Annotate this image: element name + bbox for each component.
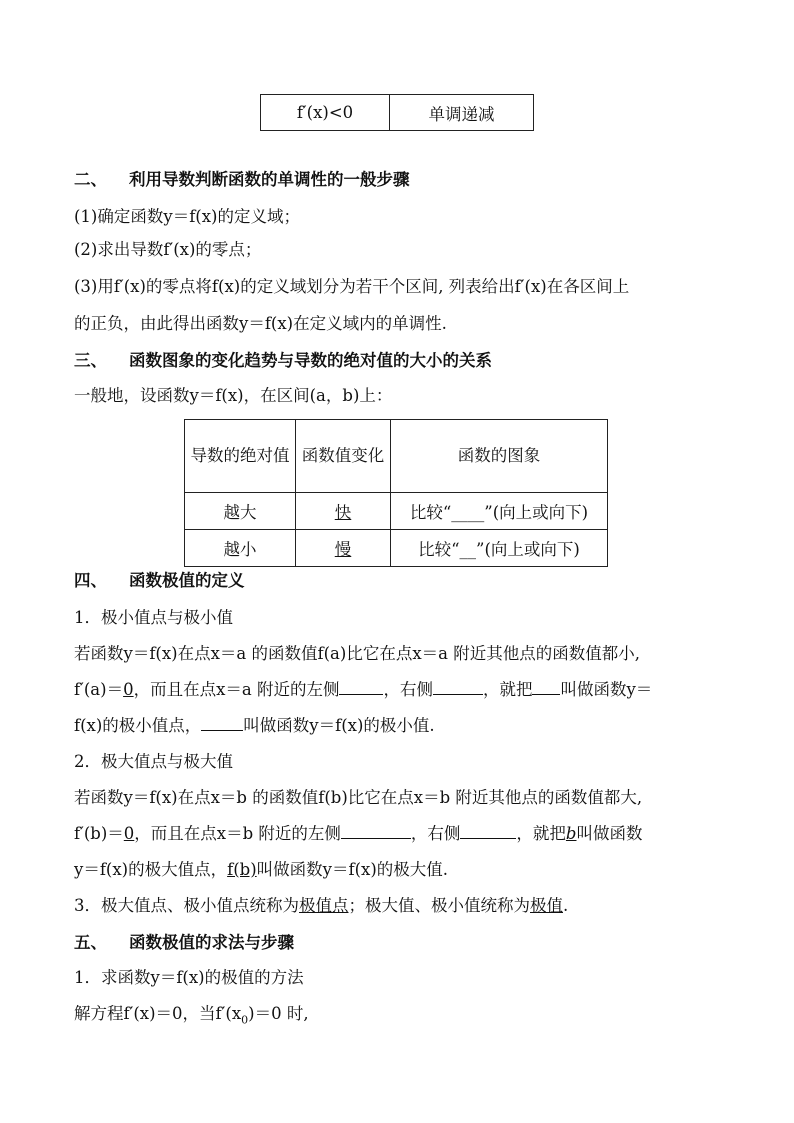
section-5-heading: 五、 函数极值的求法与步骤 xyxy=(74,933,294,952)
min-def-line-3: f(x)的极小值点， 叫做函数y＝f(x)的极小值. xyxy=(74,716,435,735)
fprime-negative-cell: f′(x)<0 xyxy=(261,95,390,131)
step-1: (1)确定函数y＝f(x)的定义域； xyxy=(74,207,300,226)
step-3-line-1: (3)用f′(x)的零点将f(x)的定义域划分为若干个区间, 列表给出f′(x)在各区间上 xyxy=(74,277,630,296)
extremum-summary: 3．极大值点、极小值点统称为极值点；极大值、极小值统称为极值. xyxy=(74,896,569,915)
cell-fast: 快 xyxy=(296,493,391,530)
blank xyxy=(341,824,411,839)
cell-slow: 慢 xyxy=(296,530,391,567)
subheading-extremum-method: 1．求函数y＝f(x)的极值的方法 xyxy=(74,968,304,987)
header-value-change: 函数值变化 xyxy=(296,420,391,493)
subheading-min: 1．极小值点与极小值 xyxy=(74,608,233,627)
step-2: (2)求出导数f′(x)的零点； xyxy=(74,240,262,259)
min-def-line-1: 若函数y＝f(x)在点x＝a 的函数值f(a)比它在点x＝a 附近其他点的函数值都小, xyxy=(74,644,640,663)
blank xyxy=(339,680,383,695)
section-2-heading: 二、 利用导数判断函数的单调性的一般步骤 xyxy=(74,170,410,189)
table-row xyxy=(185,420,608,493)
header-graph: 函数的图象 xyxy=(391,420,608,493)
header-derivative-abs: 导数的绝对值 xyxy=(185,420,296,493)
blank xyxy=(532,680,560,695)
step-3-line-2: 的正负，由此得出函数y＝f(x)在定义域内的单调性. xyxy=(74,314,447,333)
section-3-intro: 一般地，设函数y＝f(x)，在区间(a，b)上： xyxy=(74,386,393,405)
cell-steep: 比较“____”(向上或向下) xyxy=(391,493,608,530)
min-def-line-2: f′(a)＝0，而且在点x＝a 附近的左侧 ，右侧 ，就把 叫做函数y＝ xyxy=(74,680,653,699)
section-3-heading: 三、 函数图象的变化趋势与导数的绝对值的大小的关系 xyxy=(74,351,492,370)
blank xyxy=(460,824,516,839)
subheading-max: 2．极大值点与极大值 xyxy=(74,752,233,771)
blank xyxy=(433,680,483,695)
table-row xyxy=(185,493,608,530)
cell-smaller: 越小 xyxy=(185,530,296,567)
max-def-line-1: 若函数y＝f(x)在点x＝b 的函数值f(b)比它在点x＝b 附近其他点的函数值都大, xyxy=(74,788,643,807)
decreasing-cell: 单调递减 xyxy=(390,95,534,131)
max-def-line-3: y＝f(x)的极大值点，f(b)叫做函数y＝f(x)的极大值. xyxy=(74,860,449,879)
derivative-abs-table xyxy=(184,419,608,567)
monotonic-table-fragment xyxy=(260,94,534,131)
cell-larger: 越大 xyxy=(185,493,296,530)
max-def-line-2: f′(b)＝0，而且在点x＝b 附近的左侧 ，右侧 ，就把b叫做函数 xyxy=(74,824,643,843)
table-row xyxy=(261,95,534,131)
section-4-heading: 四、 函数极值的定义 xyxy=(74,571,245,590)
blank xyxy=(201,716,243,731)
method-line-1: 解方程f′(x)＝0，当$f'(x_0)=0$ 时, xyxy=(74,1004,309,1027)
table-row xyxy=(185,530,608,567)
cell-gentle: 比较“__”(向上或向下) xyxy=(391,530,608,567)
